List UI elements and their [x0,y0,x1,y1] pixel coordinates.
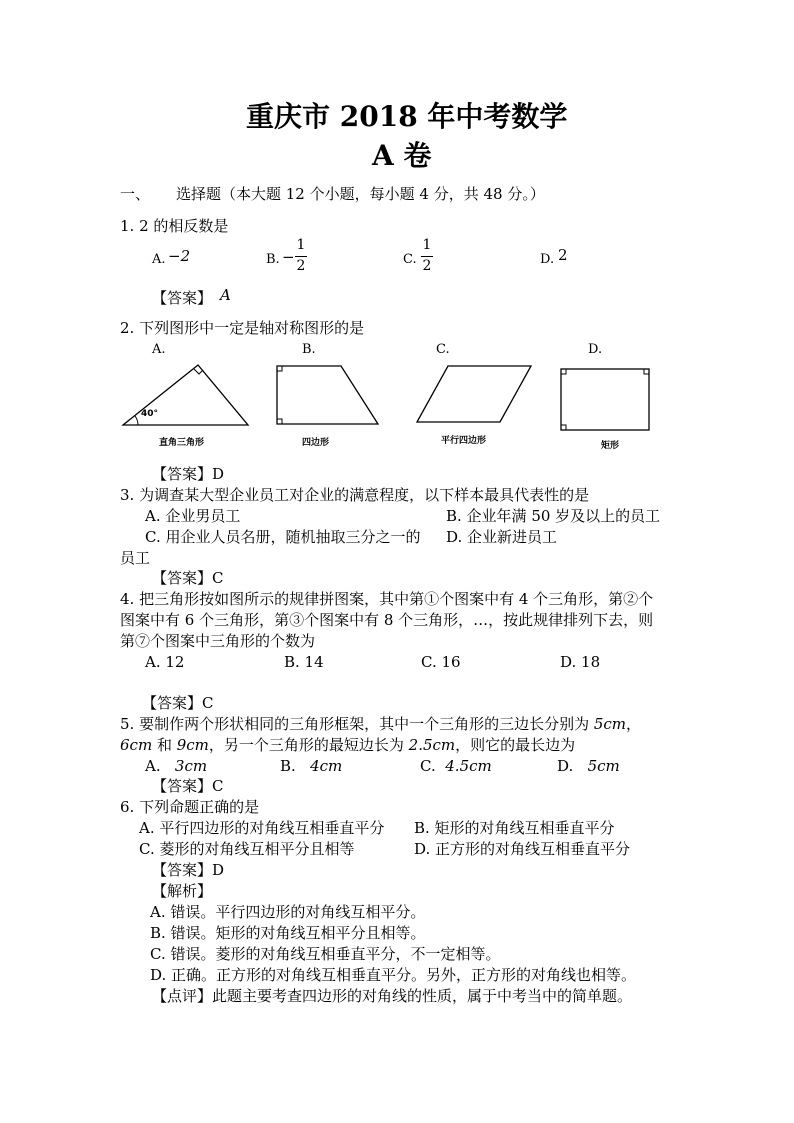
q3-stem: 3. 为调查某大型企业员工对企业的满意程度，以下样本最具代表性的是 [120,486,590,504]
q4-stem-line3: 第⑦个图案中三角形的个数为 [120,632,316,650]
q1-option-c-numerator: 1 [422,237,432,253]
q5-short-side: 2.5cm [408,736,456,754]
q3-option-c[interactable]: C. 用企业人员名册，随机抽取三分之一的 [145,528,421,546]
q4-stem-line2: 图案中有 6 个三角形，第③个图案中有 8 个三角形，…，按此规律排列下去，则 [120,611,654,629]
q6-option-c[interactable]: C. 菱形的对角线互相平分且相等 [139,840,355,858]
q5-option-d-label: D. [557,757,574,775]
q4-option-c[interactable]: C. 16 [421,653,461,671]
q1-option-a-label: A. [152,252,166,267]
section-label: 选择题（本大题 12 个小题，每小题 4 分，共 48 分。） [176,185,545,203]
q1-option-a-value: −2 [168,247,191,265]
q1-option-b-label: B. [266,252,280,267]
q5-option-b-label: B. [280,757,296,775]
q5-stem-line1-punct: ， [626,715,642,733]
q2-caption-d: 矩形 [601,441,620,451]
q3-option-c-continued: 员工 [120,549,151,567]
q1-option-b-fraction-bar [295,256,307,257]
q6-analysis-a: A. 错误。平行四边形的对角线互相平分。 [150,903,426,921]
q2-option-b-label[interactable]: B. [302,342,316,357]
q6-option-a[interactable]: A. 平行四边形的对角线互相垂直平分 [139,819,385,837]
q5-option-a-label: A. [145,757,161,775]
q5-conj: 和 [152,736,177,754]
q4-answer: 【答案】C [142,694,214,712]
q5-option-d-value: 5cm [587,757,620,775]
q6-answer: 【答案】D [152,861,225,879]
q5-stem-line1-text: 5. 要制作两个形状相同的三角形框架，其中一个三角形的三边长分别为 [120,715,594,733]
q1-option-c-denominator: 2 [422,258,432,274]
q2-caption-b: 四边形 [302,438,330,448]
q3-answer: 【答案】C [152,569,224,587]
q5-stem-line2-text: ，另一个三角形的最短边长为 [208,736,409,754]
q4-option-b[interactable]: B. 14 [284,653,324,671]
q5-length-3: 9cm [176,736,209,754]
q5-stem-line2 [120,735,575,755]
q5-option-c[interactable] [420,756,492,776]
q5-answer: 【答案】C [152,777,224,795]
q2-option-a-label[interactable]: A. [152,342,166,357]
q5-stem-line2-end: ，则它的最长边为 [455,736,576,754]
q5-option-b-value: 4cm [310,757,343,775]
q4-option-d[interactable]: D. 18 [560,653,601,671]
q2-angle-label: 40° [141,409,159,419]
q2-option-d-label[interactable]: D. [588,342,603,357]
q6-analysis-label: 【解析】 [152,882,213,900]
q3-option-b[interactable]: B. 企业年满 50 岁及以上的员工 [446,507,661,525]
rectangle-figure [561,369,649,430]
q6-analysis-c: C. 错误。菱形的对角线互相垂直平分，不一定相等。 [150,945,501,963]
q1-option-c-label: C. [403,252,417,267]
q5-option-b[interactable] [280,756,342,776]
q1-answer-value: A [220,286,231,304]
q1-option-b-sign: − [282,248,295,266]
q5-length-2: 6cm [120,736,153,754]
q2-answer: 【答案】D [152,465,225,483]
page-subtitle: A 卷 [372,139,432,172]
q1-option-d-value: 2 [558,246,568,264]
q1-answer-label: 【答案】 [152,289,213,307]
q5-option-c-value: 4.5cm [445,757,492,775]
q1-option-d-label: D. [540,252,555,267]
q5-option-d[interactable] [557,756,620,776]
q6-option-d[interactable]: D. 正方形的对角线互相垂直平分 [414,840,631,858]
q6-comment: 【点评】此题主要考查四边形的对角线的性质，属于中考当中的简单题。 [152,987,633,1005]
q1-option-b-denominator: 2 [296,258,306,274]
q3-option-a[interactable]: A. 企业男员工 [145,507,241,525]
q3-option-d[interactable]: D. 企业新进员工 [446,528,558,546]
q1-option-b-numerator: 1 [296,237,306,253]
q6-option-b[interactable]: B. 矩形的对角线互相垂直平分 [414,819,615,837]
q6-analysis-b: B. 错误。矩形的对角线互相平分且相等。 [150,924,426,942]
parallelogram-figure [417,366,531,422]
q2-option-c-label[interactable]: C. [436,342,450,357]
q1-stem: 1. 2 的相反数是 [120,217,229,235]
q2-stem: 2. 下列图形中一定是轴对称图形的是 [120,319,365,337]
page-title: 重庆市 2018 年中考数学 [246,100,568,133]
q4-option-a[interactable]: A. 12 [145,653,185,671]
section-number: 一、 [120,185,151,203]
q5-stem-line1 [120,714,641,734]
q5-option-a-value: 3cm [174,757,208,775]
q2-caption-c: 平行四边形 [441,436,487,446]
quadrilateral-figure [277,366,378,424]
q2-caption-a: 直角三角形 [159,438,205,448]
q4-stem-line1: 4. 把三角形按如图所示的规律拼图案，其中第①个图案中有 4 个三角形，第②个 [120,590,654,608]
q1-option-c-fraction-bar [421,256,433,257]
q6-analysis-d: D. 正确。正方形的对角线互相垂直平分。另外，正方形的对角线也相等。 [150,966,637,984]
q5-length-1: 5cm [593,715,627,733]
q5-option-c-label: C. [420,757,436,775]
q6-stem: 6. 下列命题正确的是 [120,798,260,816]
q5-option-a[interactable] [145,756,207,776]
